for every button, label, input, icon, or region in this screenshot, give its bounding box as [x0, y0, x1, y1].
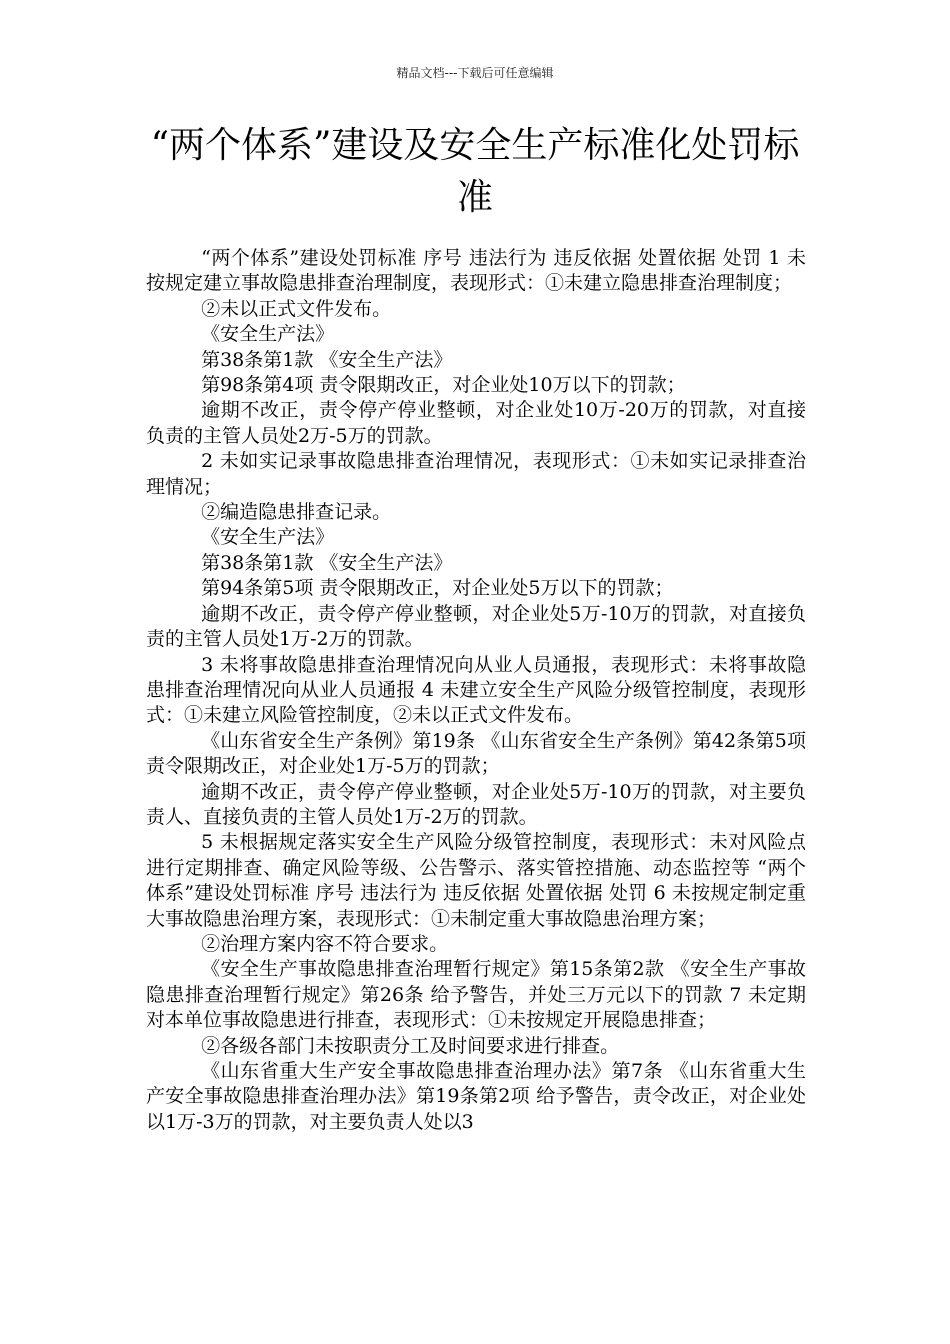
paragraph: ②治理方案内容不符合要求。 — [201, 932, 449, 955]
paragraph: 《安全生产法》 — [201, 526, 335, 549]
paragraph: 5 未根据规定落实安全生产风险分级管控制度，表现形式：未对风险点进行定期排查、确定风险等级、公告警示、落实管控措施、动态监控等 “两个体系”建设处罚标准 序号 违法行为 违反依据 处置依据 处罚 6 未按规定制定重大事故隐患治理方案，表现形式：①未制定重大事故隐患治理方案； — [146, 831, 806, 930]
paragraph: 2 未如实记录事故隐患排查治理情况，表现形式：①未如实记录排查治理情况； — [146, 450, 806, 498]
paragraph: 第98条第4项 责令限期改正，对企业处10万以下的罚款； — [201, 374, 686, 397]
document-body — [146, 246, 806, 1135]
paragraph: ②编造隐患排查记录。 — [201, 501, 392, 524]
paragraph: 逾期不改正，责令停产停业整顿，对企业处10万-20万的罚款，对直接负责的主管人员处2万-5万的罚款。 — [146, 399, 806, 447]
paragraph: 《山东省安全生产条例》第19条 《山东省安全生产条例》第42条第5项 责令限期改正，对企业处1万-5万的罚款； — [146, 729, 806, 778]
paragraph: ②未以正式文件发布。 — [201, 297, 392, 320]
paragraph: 《山东省重大生产安全事故隐患排查治理办法》第7条 《山东省重大生产安全事故隐患排查治理办法》第19条第2项 给予警告，责令改正，对企业处以1万-3万的罚款，对主要负责人处以3 — [146, 1060, 806, 1133]
paragraph: 第94条第5项 责令限期改正，对企业处5万以下的罚款； — [201, 577, 674, 600]
paragraph: 《安全生产法》 — [201, 323, 335, 346]
paragraph: 逾期不改正，责令停产停业整顿，对企业处5万-10万的罚款，对直接负责的主管人员处1万-2万的罚款。 — [146, 602, 806, 651]
page-header: 精品文档---下载后可任意编辑 — [396, 66, 554, 80]
document-title: “两个体系”建设及安全生产标准化处罚标准 — [150, 125, 800, 218]
paragraph: 《安全生产事故隐患排查治理暂行规定》第15条第2款 《安全生产事故隐患排查治理暂行规定》第26条 给予警告，并处三万元以下的罚款 7 未定期对本单位事故隐患进行排查，表现形式：①未按规定开展隐患排查； — [146, 958, 806, 1032]
paragraph: ②各级各部门未按职责分工及时间要求进行排查。 — [201, 1034, 620, 1057]
paragraph: 逾期不改正，责令停产停业整顿，对企业处5万-10万的罚款，对主要负责人、直接负责的主管人员处1万-2万的罚款。 — [146, 780, 806, 828]
paragraph: 第38条第1款 《安全生产法》 — [201, 551, 453, 574]
paragraph: 第38条第1款 《安全生产法》 — [201, 348, 453, 371]
paragraph: 3 未将事故隐患排查治理情况向从业人员通报，表现形式：未将事故隐患排查治理情况向从业人员通报 4 未建立安全生产风险分级管控制度，表现形式：①未建立风险管控制度，②未以正式文件发布。 — [146, 653, 806, 727]
paragraph: “两个体系”建设处罚标准 序号 违法行为 违反依据 处置依据 处罚 1 未按规定建立事故隐患排查治理制度，表现形式：①未建立隐患排查治理制度； — [146, 247, 806, 295]
